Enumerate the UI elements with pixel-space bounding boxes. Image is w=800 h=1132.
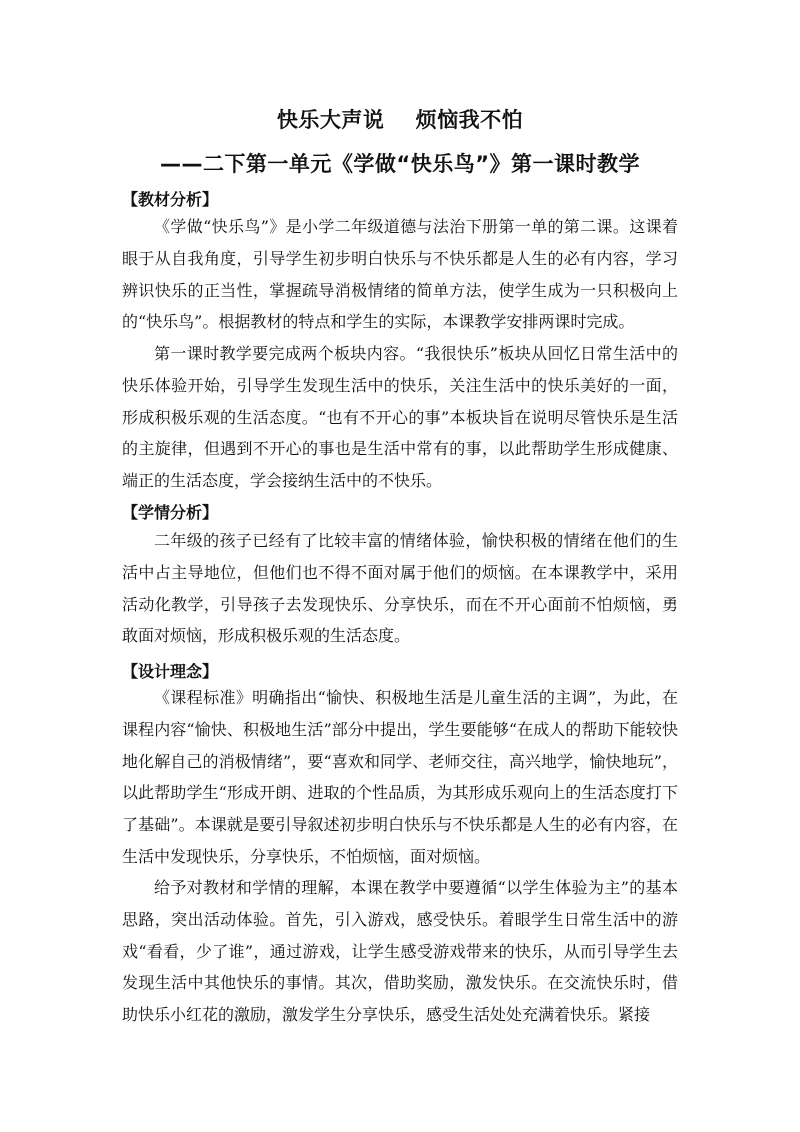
paragraph: 给予对教材和学情的理解，本课在教学中要遵循“以学生体验为主”的基本思路，突出活动体验。首先，引入游戏，感受快乐。着眼学生日常生活中的游戏“看看，少了谁”，通过游戏，让学生感受游戏带来的快乐，从而引导学生去发现生活中其他快乐的事情。其次，借助奖励，激发快乐。在交流快乐时，借助快乐小红花的激励，激发学生分享快乐，感受生活处处充满着快乐。紧接 [122, 878, 678, 1025]
section-heading-design-concept: 【设计理念】 [122, 662, 219, 681]
document-title: 快乐大声说 烦恼我不怕 [276, 108, 524, 132]
paragraph: 《课程标准》明确指出“愉快、积极地生活是儿童生活的主调”，为此，在课程内容“愉快、积极地生活”部分中提出，学生要能够“在成人的帮助下能较快地化解自己的消极情绪”，要“喜欢和同学、老师交往，高兴地学，愉快地玩”，以此帮助学生“形成开朗、进取的个性品质，为其形成乐观向上的生活态度打下了基础”。本课就是要引导叙述初步明白快乐与不快乐都是人生的必有内容，在生活中发现快乐，分享快乐，不怕烦恼，面对烦恼。 [122, 688, 678, 866]
document-subtitle: ——二下第一单元《学做“快乐鸟”》第一课时教学 [159, 152, 641, 176]
section-heading-student-analysis: 【学情分析】 [122, 503, 219, 522]
paragraph: 《学做“快乐鸟”》是小学二年级道德与法治下册第一单的第二课。这课着眼于从自我角度，引导学生初步明白快乐与不快乐都是人生的必有内容，学习辨识快乐的正当性，掌握疏导消极情绪的简单方法，使学生成为一只积极向上的“快乐鸟”。根据教材的特点和学生的实际，本课教学安排两课时完成。 [122, 217, 678, 332]
section-heading-textbook-analysis: 【教材分析】 [122, 190, 219, 209]
paragraph: 第一课时教学要完成两个板块内容。“我很快乐”板块从回忆日常生活中的快乐体验开始，引导学生发现生活中的快乐，关注生活中的快乐美好的一面，形成积极乐观的生活态度。“也有不开心的事”本板块旨在说明尽管快乐是生活的主旋律，但遇到不开心的事也是生活中常有的事，以此帮助学生形成健康、端正的生活态度，学会接纳生活中的不快乐。 [122, 344, 678, 491]
paragraph: 二年级的孩子已经有了比较丰富的情绪体验，愉快积极的情绪在他们的生活中占主导地位，但他们也不得不面对属于他们的烦恼。在本课教学中，采用活动化教学，引导孩子去发现快乐、分享快乐，而在不开心面前不怕烦恼，勇敢面对烦恼，形成积极乐观的生活态度。 [122, 531, 678, 646]
